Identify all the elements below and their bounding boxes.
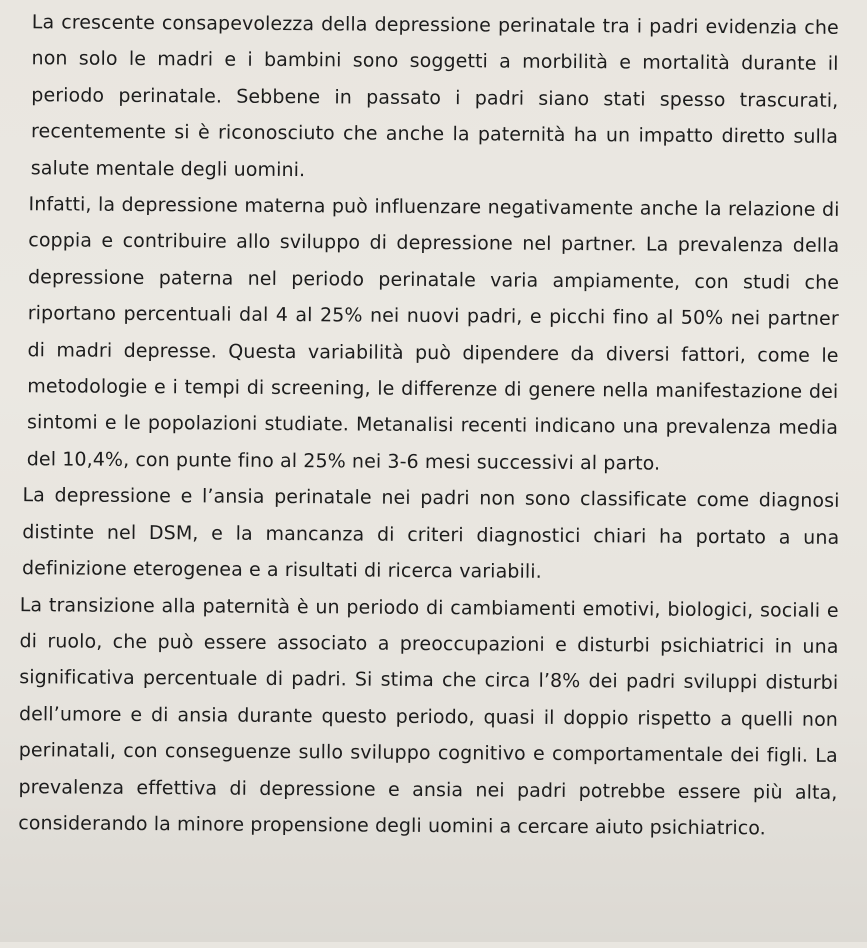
paragraph-awareness: La crescente consapevolezza della depressione perinatale tra i padri evidenzia che non solo le madri e i bambini sono soggetti a morbilità e mortalità durante il periodo perinatale. Sebbene in passato i padri siano stati spesso trascurati, recentemente si è riconosciuto che anche la paternità ha un impatto diretto sulla salute mentale degli uomini. [30,11,839,181]
paragraph-dsm-classification: La depressione e l’ansia perinatale nei padri non sono classificate come diagnosi distinte nel DSM, e la mancanza di criteri diagnostici chiari ha portato a una definizione eterogenea e a risultati di ricerca variabili. [21,484,840,583]
paragraph-prevalence: Infatti, la depressione materna può influenzare negativamente anche la relazione di coppia e contribuire allo sviluppo di depressione nel partner. La prevalenza della depressione paterna nel periodo perinatale varia ampiamente, con studi che riportano percentuali dal 4 al 25% nei nuovi padri, e picchi fino al 50% nei partner di madri depresse. Questa variabilità può dipendere da diversi fattori, come le metodologie e i tempi di screening, le differenze di genere nella manifestazione dei sintomi e le popolazioni studiate. Metanalisi recenti indicano una prevalenza media del 10,4%, con punte fino al 25% nei 3-6 mesi successivi al parto. [26,193,840,475]
paragraph-transition-paternity: La transizione alla paternità è un periodo di cambiamenti emotivi, biologici, sociali e di ruolo, che può essere associato a preoccupazioni e disturbi psichiatrici in una significativa percentuale di padri. Si stima che circa l’8% dei padri sviluppi disturbi dell’umore e di ansia durante questo periodo, quasi il doppio rispetto a quelli non perinatali, con conseguenze sullo sviluppo cognitivo e comportamentale dei figli. La prevalenza effettiva di depressione e ansia nei padri potrebbe essere più alta, considerando la minore propensione degli uomini a cercare aiuto psichiatrico. [18,593,839,840]
